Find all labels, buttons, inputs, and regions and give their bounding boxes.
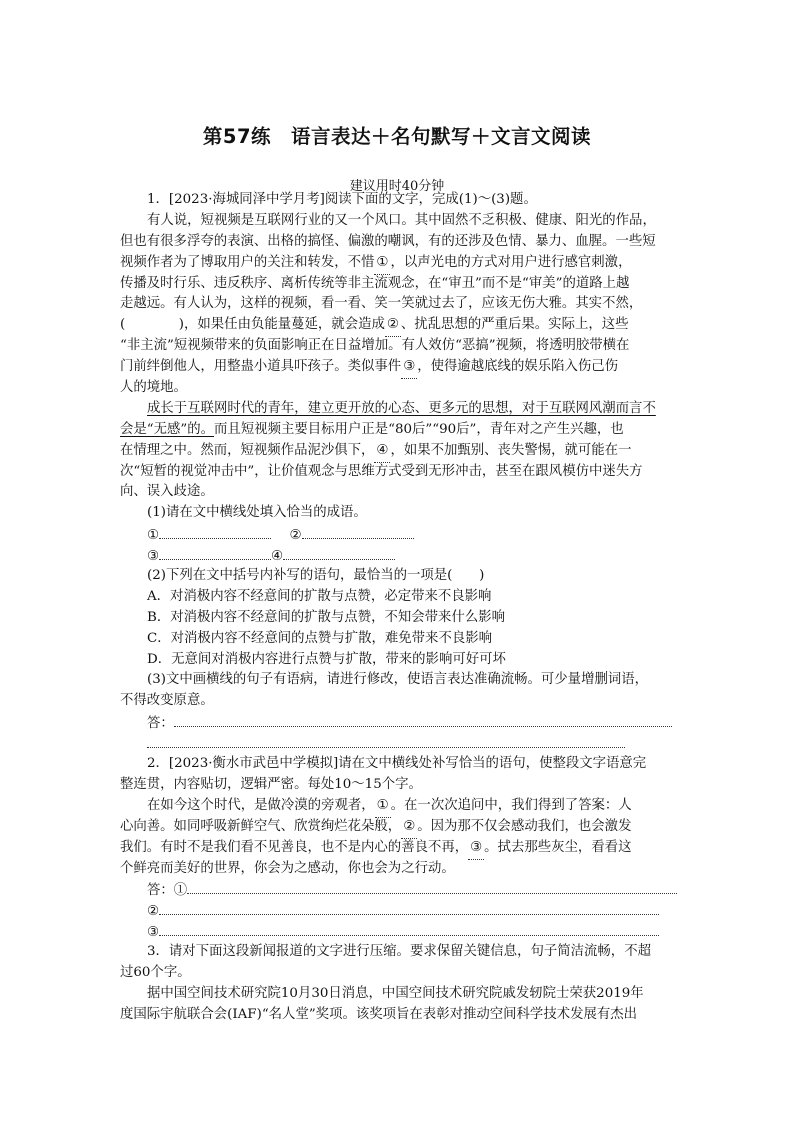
passage-line: 次“短暂的视觉冲击中”，让价值观念与思维方式受到无形冲击，甚至在跟风模仿中迷失方 — [120, 463, 643, 479]
q2-stem-cont: 整连贯，内容贴切，逻辑严密。每处10～15个字。 — [120, 776, 422, 792]
text-span: 心向善。如同呼吸新鲜空气、欣赏绚烂花朵般， — [120, 818, 402, 834]
passage-line: 向、误入歧途。 — [120, 484, 214, 500]
answer-line[interactable] — [159, 900, 659, 915]
page-title: 第57练 语言表达＋名句默写＋文言文阅读 — [202, 125, 592, 148]
option-a[interactable]: A．对消极内容不经意间的扩散与点赞，必定带来不良影响 — [147, 588, 492, 604]
text-span: 而且短视频主要目标用户正是“80后”“90后”，青年对之产生兴趣，也 — [214, 421, 624, 437]
text-span: 视频作者为了博取用户的关注和转发，不惜 — [120, 254, 375, 270]
text-span: 我们。有时不是我们看不见善良，也不是内心的善良不再， — [120, 839, 469, 855]
q1-sub2-prompt: (2)下列在文中括号内补写的语句，最恰当的一项是( ) — [147, 568, 485, 584]
answer-label: 答： — [147, 716, 174, 732]
passage-line — [120, 838, 676, 859]
passage-line — [120, 817, 676, 838]
q1-passage-1 — [120, 211, 676, 399]
answer-blank-2[interactable] — [302, 524, 414, 539]
passage-line: 人的境地。 — [120, 380, 187, 396]
text-span: 在情理之中。然而，短视频作品泥沙俱下， — [120, 442, 375, 458]
passage-line: 据中国空间技术研究院10月30日消息，中国空间技术研究院戚发轫院士荣获2019年 — [147, 985, 644, 1001]
answer-line[interactable] — [187, 879, 677, 894]
passage-line: 走越远。有人认为，这样的视频，看一看、笑一笑就过去了，应该无伤大雅。其实不然， — [120, 296, 643, 312]
text-span: 。因为那不仅会感动我们，也会激发 — [417, 818, 632, 834]
passage-line: 但也有很多浮夸的表演、出格的搞怪、偏激的嘲讽，有的还涉及色情、暴力、血腥。一些短 — [120, 233, 656, 249]
text-span: 。拭去那些灰尘，看看这 — [484, 839, 632, 855]
passage-line: 度国际宇航联合会(IAF)“名人堂”奖项。该奖项旨在表彰对推动空间科学技术发展有杰出 — [120, 1006, 638, 1022]
blank-label: ② — [289, 528, 302, 544]
passage-line — [120, 796, 676, 817]
q1-sub3-prompt-cont: 不得改变原意。 — [120, 693, 214, 709]
underlined-sentence-end: 会是“无感”的。 — [120, 421, 215, 437]
underlined-sentence: 成长于互联网时代的青年，建立更开放的心态、更多元的思想，对于互联网风潮而言不 — [147, 400, 656, 416]
answer-blank-4[interactable] — [283, 545, 395, 560]
q1-blanks-row-1 — [120, 524, 676, 545]
q2-stem: 2．[2023·衡水市武邑中学模拟]请在文中横线处补写恰当的语句，使整段文字语意完 — [147, 756, 647, 772]
passage-line: “非主流”短视频带来的负面影响正在日益增加。有人效仿“恶搞”视频，将透明胶带横在 — [120, 338, 630, 354]
answer-label: ③ — [147, 925, 160, 941]
answer-blank-3[interactable] — [159, 545, 271, 560]
passage-line — [120, 253, 676, 274]
answer-blank-1[interactable] — [159, 524, 271, 539]
answer-label: 答：① — [147, 883, 188, 899]
answer-line[interactable] — [174, 712, 672, 727]
option-c[interactable]: C．对消极内容不经意间的点赞与扩散，难免带来不良影响 — [147, 630, 493, 646]
document-body — [120, 190, 676, 1026]
q3-stem: 3．请对下面这段新闻报道的文字进行压缩。要求保留关键信息，句子简洁流畅，不超 — [147, 944, 651, 960]
blank-marker-4: ④ — [374, 441, 390, 463]
passage-line: 传播及时行乐、违反秩序、离析传统等非主流观念，在“审丑”而不是“审美”的道路上越 — [120, 275, 630, 291]
passage-line: 有人说，短视频是互联网行业的又一个风口。其中固然不乏积极、健康、阳光的作品， — [147, 212, 656, 228]
q1-answer-row-2 — [120, 733, 676, 754]
q1-sub1-prompt: (1)请在文中横线处填入恰当的成语。 — [147, 505, 367, 521]
q2-answer-row-1 — [120, 879, 676, 900]
blank-label: ③ — [147, 549, 160, 565]
text-span: 、扰乱思想的严重后果。实际上，这些 — [400, 317, 629, 333]
q3-stem-cont: 过60个字。 — [120, 964, 191, 980]
q1-sub3-prompt: (3)文中画横线的句子有语病，请进行修改，使语言表达准确流畅。可少量增删词语， — [147, 672, 649, 688]
blank-marker-2: ② — [385, 315, 401, 337]
blank-marker-2: ② — [401, 817, 417, 839]
text-span: 门前绊倒他人，用整蛊小道具吓孩子。类似事件 — [120, 359, 402, 375]
q1-passage-2 — [120, 399, 676, 503]
text-span: ，以声光电的方式对用户进行感官刺激， — [390, 254, 632, 270]
q1-answer-row — [120, 712, 676, 733]
option-b[interactable]: B．对消极内容不经意间的扩散与点赞，不知会带来什么影响 — [147, 609, 505, 625]
q1-blanks-row-2 — [120, 545, 676, 566]
answer-label: ② — [147, 904, 160, 920]
blank-marker-3: ③ — [401, 357, 417, 379]
blank-marker-1: ① — [375, 796, 391, 818]
text-span: ( )，如果任由负能量蔓延，就会造成 — [120, 317, 385, 333]
q1-stem: 1．[2023·海城同泽中学月考]阅读下面的文字，完成(1)～(3)题。 — [147, 192, 537, 207]
q2-answer-row-3 — [120, 921, 676, 942]
time-suggestion: 建议用时40分钟 — [349, 179, 445, 194]
passage-line — [120, 315, 676, 336]
text-span: ，如果不加甄别、丧失警惕，就可能在一 — [390, 442, 632, 458]
text-span: 在如今这个时代，是做冷漠的旁观者， — [147, 797, 375, 813]
answer-line[interactable] — [159, 921, 659, 936]
q2-answer-row-2 — [120, 900, 676, 921]
blank-label: ① — [147, 528, 160, 544]
passage-line — [120, 420, 676, 441]
blank-marker-1: ① — [374, 253, 390, 275]
text-span: 。在一次次追问中，我们得到了答案：人 — [390, 797, 632, 813]
answer-line[interactable] — [147, 733, 625, 748]
passage-line — [120, 357, 676, 378]
option-d[interactable]: D．无意间对消极内容进行点赞与扩散，带来的影响可好可坏 — [147, 651, 506, 667]
blank-marker-3: ③ — [468, 838, 484, 860]
text-span: ，使得逾越底线的娱乐陷入伤己伤 — [417, 359, 619, 375]
passage-line: 个鲜亮而美好的世界，你会为之感动，你也会为之行动。 — [120, 860, 455, 876]
passage-line — [120, 441, 676, 462]
blank-label: ④ — [271, 549, 284, 565]
